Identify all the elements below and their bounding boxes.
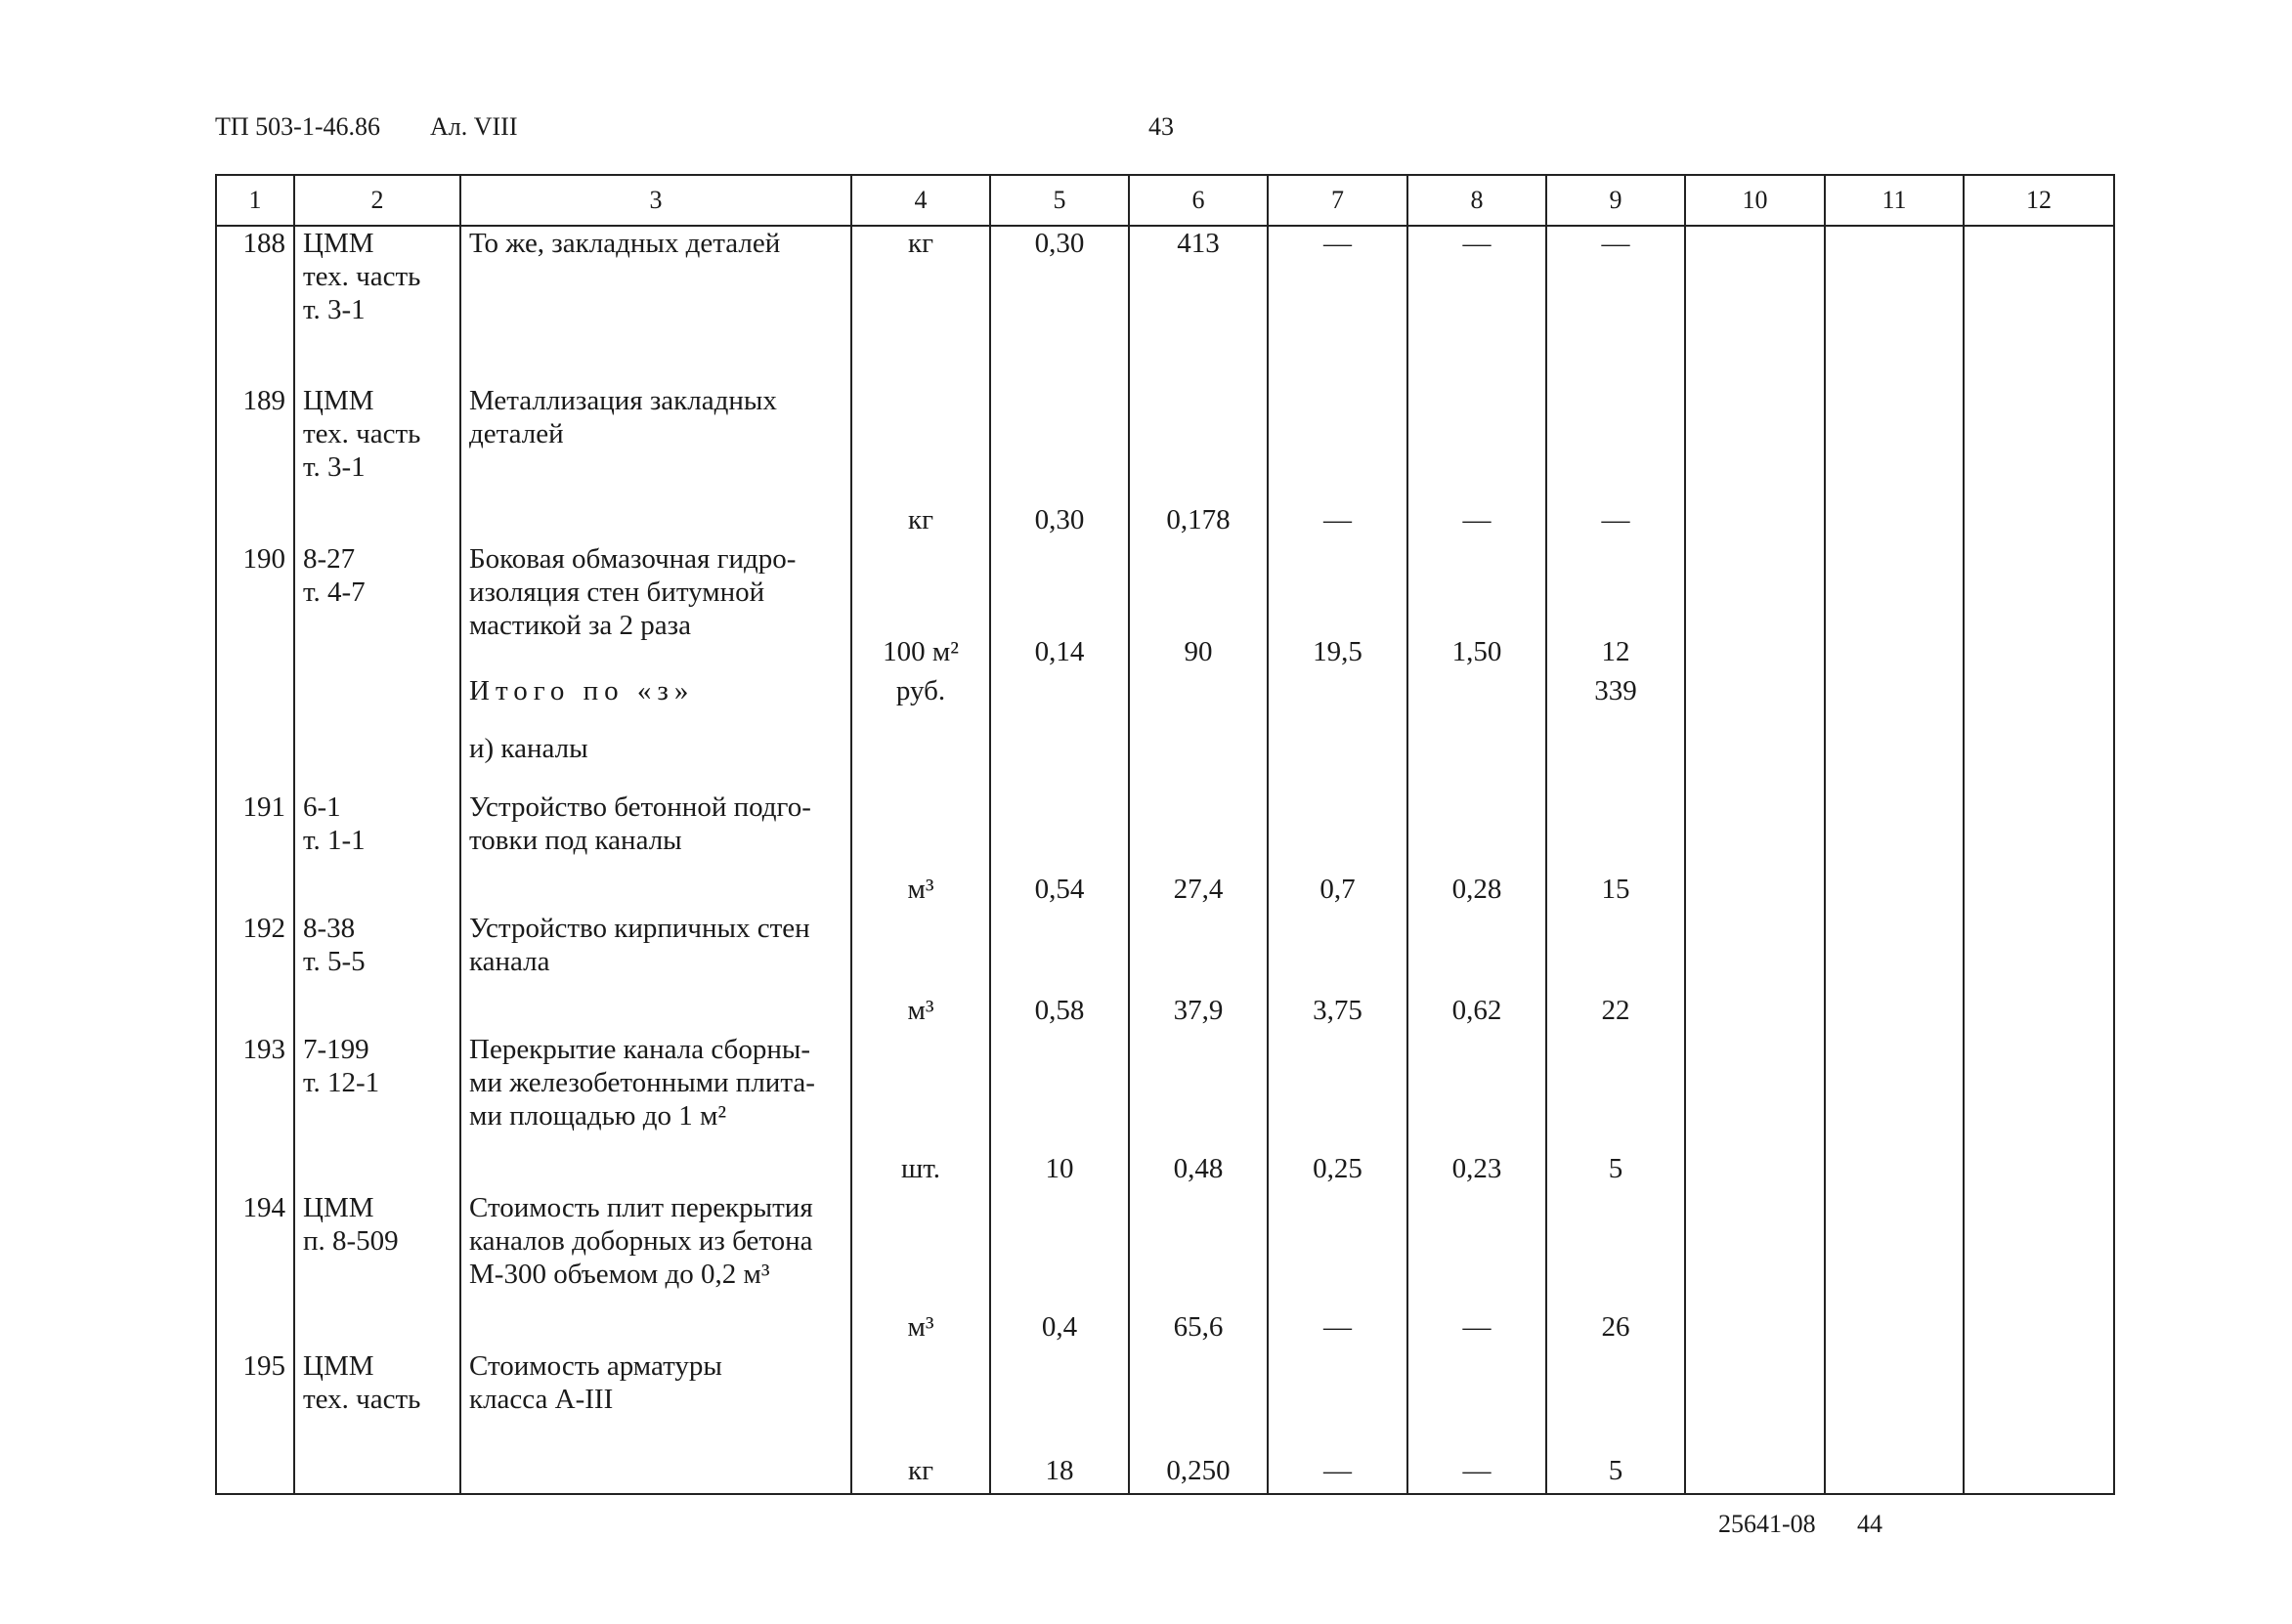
work-description-line: Перекрытие канала сборны-	[469, 1034, 810, 1066]
value-cell: 5	[1546, 1033, 1685, 1191]
value-cell	[1407, 732, 1546, 790]
value-cell: 0,62	[1407, 912, 1546, 1033]
item-number: 191	[216, 791, 294, 912]
table-row	[216, 1191, 2114, 1349]
value-cell: —	[1268, 1191, 1407, 1349]
work-description-line: ми железобетонными плита-	[469, 1067, 815, 1099]
column-number: 9	[1546, 175, 1685, 226]
empty-cell	[1685, 674, 1825, 732]
empty-cell	[1964, 1033, 2114, 1191]
norm-code-line: т. 3-1	[303, 450, 366, 483]
value-cell: 0,14	[990, 542, 1129, 674]
work-description	[460, 226, 851, 384]
work-description-line: Итого по «з»	[469, 674, 695, 706]
norm-code-line: ЦММ	[303, 228, 374, 259]
empty-cell	[1685, 542, 1825, 674]
column-number: 5	[990, 175, 1129, 226]
norm-code-line: т. 5-5	[303, 945, 366, 977]
value-cell: 65,6	[1129, 1191, 1268, 1349]
work-description	[460, 384, 851, 542]
value-cell: 26	[1546, 1191, 1685, 1349]
empty-cell	[1964, 1191, 2114, 1349]
empty-cell	[1685, 791, 1825, 912]
column-number: 11	[1825, 175, 1964, 226]
value-cell: 0,4	[990, 1191, 1129, 1349]
value-cell: 19,5	[1268, 542, 1407, 674]
item-number	[216, 674, 294, 732]
work-description	[460, 1349, 851, 1494]
norm-code-line: 8-27	[303, 542, 356, 575]
document-code: ТП 503-1-46.86	[215, 112, 380, 141]
item-number	[216, 732, 294, 790]
empty-cell	[1964, 384, 2114, 542]
empty-cell	[1825, 384, 1964, 542]
column-number: 4	[851, 175, 990, 226]
empty-cell	[1825, 1033, 1964, 1191]
work-description	[460, 732, 851, 790]
norm-code-line: т. 4-7	[303, 576, 366, 608]
norm-code-line: ЦММ	[303, 1192, 374, 1223]
work-description-line: канала	[469, 945, 550, 977]
page-number: 43	[1148, 112, 1174, 141]
empty-cell	[1825, 674, 1964, 732]
table-row	[216, 1033, 2114, 1191]
item-number: 188	[216, 226, 294, 384]
value-cell	[1268, 732, 1407, 790]
work-description-line: мастикой за 2 раза	[469, 609, 692, 641]
unit-cell: кг	[851, 226, 990, 384]
document-number: 25641-08	[1718, 1510, 1816, 1538]
estimate-table	[215, 174, 2115, 1495]
value-cell: 413	[1129, 226, 1268, 384]
empty-cell	[1825, 1349, 1964, 1494]
sheet-number: 44	[1857, 1510, 1882, 1538]
table-row	[216, 791, 2114, 912]
norm-code	[294, 542, 460, 674]
value-cell: 339	[1546, 674, 1685, 732]
work-description	[460, 1191, 851, 1349]
value-cell: 15	[1546, 791, 1685, 912]
column-number-row	[216, 175, 2114, 226]
value-cell	[1268, 674, 1407, 732]
work-description	[460, 791, 851, 912]
value-cell: —	[1407, 384, 1546, 542]
work-description	[460, 674, 851, 732]
unit-cell: м³	[851, 912, 990, 1033]
work-description-line: Стоимость арматуры	[469, 1349, 722, 1382]
unit-cell: кг	[851, 1349, 990, 1494]
empty-cell	[1825, 791, 1964, 912]
value-cell: 1,50	[1407, 542, 1546, 674]
column-number: 3	[460, 175, 851, 226]
value-cell: 0,178	[1129, 384, 1268, 542]
unit-cell	[851, 732, 990, 790]
norm-code-line: тех. часть	[303, 417, 421, 449]
norm-code-line: т. 1-1	[303, 824, 366, 856]
empty-cell	[1964, 912, 2114, 1033]
item-number: 192	[216, 912, 294, 1033]
unit-cell: кг	[851, 384, 990, 542]
value-cell	[1129, 732, 1268, 790]
value-cell: 18	[990, 1349, 1129, 1494]
work-description-line: Боковая обмазочная гидро-	[469, 542, 797, 575]
work-description	[460, 912, 851, 1033]
value-cell: 0,30	[990, 226, 1129, 384]
empty-cell	[1964, 226, 2114, 384]
value-cell: 0,23	[1407, 1033, 1546, 1191]
norm-code	[294, 1033, 460, 1191]
value-cell: —	[1268, 1349, 1407, 1494]
value-cell: 5	[1546, 1349, 1685, 1494]
empty-cell	[1685, 1033, 1825, 1191]
empty-cell	[1825, 912, 1964, 1033]
value-cell: —	[1407, 226, 1546, 384]
empty-cell	[1685, 732, 1825, 790]
value-cell: 0,58	[990, 912, 1129, 1033]
empty-cell	[1685, 384, 1825, 542]
norm-code-line: п. 8-509	[303, 1225, 399, 1257]
item-number: 194	[216, 1191, 294, 1349]
value-cell: —	[1407, 1349, 1546, 1494]
column-number: 10	[1685, 175, 1825, 226]
table-row	[216, 384, 2114, 542]
column-number: 1	[216, 175, 294, 226]
value-cell: 27,4	[1129, 791, 1268, 912]
item-number: 195	[216, 1349, 294, 1494]
norm-code	[294, 1191, 460, 1349]
work-description	[460, 542, 851, 674]
table-row	[216, 674, 2114, 732]
work-description-line: класса А-III	[469, 1383, 614, 1415]
value-cell	[1546, 732, 1685, 790]
value-cell: —	[1268, 384, 1407, 542]
norm-code-line: т. 3-1	[303, 294, 366, 325]
value-cell: 90	[1129, 542, 1268, 674]
value-cell	[990, 732, 1129, 790]
value-cell: 0,250	[1129, 1349, 1268, 1494]
empty-cell	[1685, 226, 1825, 384]
empty-cell	[1825, 542, 1964, 674]
work-description-line: каналов доборных из бетона	[469, 1225, 813, 1257]
norm-code	[294, 1349, 460, 1494]
table-row	[216, 226, 2114, 384]
empty-cell	[1964, 1349, 2114, 1494]
value-cell: —	[1407, 1191, 1546, 1349]
work-description-line: и) каналы	[469, 733, 588, 765]
value-cell: 22	[1546, 912, 1685, 1033]
norm-code	[294, 791, 460, 912]
work-description-line: Устройство бетонной подго-	[469, 791, 811, 823]
empty-cell	[1825, 226, 1964, 384]
item-number: 189	[216, 384, 294, 542]
column-number: 12	[1964, 175, 2114, 226]
column-number: 2	[294, 175, 460, 226]
work-description-line: М-300 объемом до 0,2 м³	[469, 1259, 770, 1290]
empty-cell	[1964, 732, 2114, 790]
value-cell	[1407, 674, 1546, 732]
item-number: 190	[216, 542, 294, 674]
empty-cell	[1825, 1191, 1964, 1349]
work-description-line: Стоимость плит перекрытия	[469, 1192, 813, 1223]
column-number: 6	[1129, 175, 1268, 226]
norm-code	[294, 384, 460, 542]
norm-code-line: тех. часть	[303, 261, 421, 292]
work-description-line: товки под каналы	[469, 824, 682, 856]
norm-code-line: 6-1	[303, 791, 341, 823]
value-cell	[990, 674, 1129, 732]
empty-cell	[1825, 732, 1964, 790]
column-number: 8	[1407, 175, 1546, 226]
norm-code-line: 7-199	[303, 1034, 369, 1066]
norm-code	[294, 226, 460, 384]
norm-code-line: ЦММ	[303, 1349, 374, 1382]
norm-code-line: т. 12-1	[303, 1067, 380, 1099]
value-cell: —	[1546, 384, 1685, 542]
unit-cell: м³	[851, 791, 990, 912]
norm-code-line: тех. часть	[303, 1383, 421, 1415]
work-description-line: изоляция стен битумной	[469, 576, 765, 608]
value-cell: 0,30	[990, 384, 1129, 542]
value-cell: 12	[1546, 542, 1685, 674]
norm-code-line: ЦММ	[303, 384, 374, 416]
norm-code	[294, 674, 460, 732]
value-cell: 10	[990, 1033, 1129, 1191]
empty-cell	[1964, 791, 2114, 912]
value-cell: —	[1268, 226, 1407, 384]
work-description-line: деталей	[469, 417, 564, 449]
table-row	[216, 912, 2114, 1033]
value-cell: 3,75	[1268, 912, 1407, 1033]
work-description-line: Металлизация закладных	[469, 384, 777, 416]
column-number: 7	[1268, 175, 1407, 226]
value-cell: 37,9	[1129, 912, 1268, 1033]
empty-cell	[1964, 542, 2114, 674]
work-description-line: ми площадью до 1 м²	[469, 1100, 727, 1133]
item-number: 193	[216, 1033, 294, 1191]
norm-code	[294, 912, 460, 1033]
norm-code	[294, 732, 460, 790]
work-description	[460, 1033, 851, 1191]
empty-cell	[1964, 674, 2114, 732]
empty-cell	[1685, 1349, 1825, 1494]
empty-cell	[1685, 912, 1825, 1033]
value-cell	[1129, 674, 1268, 732]
unit-cell: 100 м²	[851, 542, 990, 674]
work-description-line: Устройство кирпичных стен	[469, 912, 810, 944]
work-description-line: То же, закладных деталей	[469, 228, 781, 259]
value-cell: 0,48	[1129, 1033, 1268, 1191]
table-row	[216, 732, 2114, 790]
norm-code-line: 8-38	[303, 912, 356, 944]
value-cell: 0,7	[1268, 791, 1407, 912]
unit-cell: м³	[851, 1191, 990, 1349]
value-cell: —	[1546, 226, 1685, 384]
table-row	[216, 1349, 2114, 1494]
unit-cell: шт.	[851, 1033, 990, 1191]
value-cell: 0,25	[1268, 1033, 1407, 1191]
value-cell: 0,28	[1407, 791, 1546, 912]
empty-cell	[1685, 1191, 1825, 1349]
unit-cell: руб.	[851, 674, 990, 732]
value-cell: 0,54	[990, 791, 1129, 912]
album-label: Ал. VIII	[430, 112, 518, 141]
table-row	[216, 542, 2114, 674]
